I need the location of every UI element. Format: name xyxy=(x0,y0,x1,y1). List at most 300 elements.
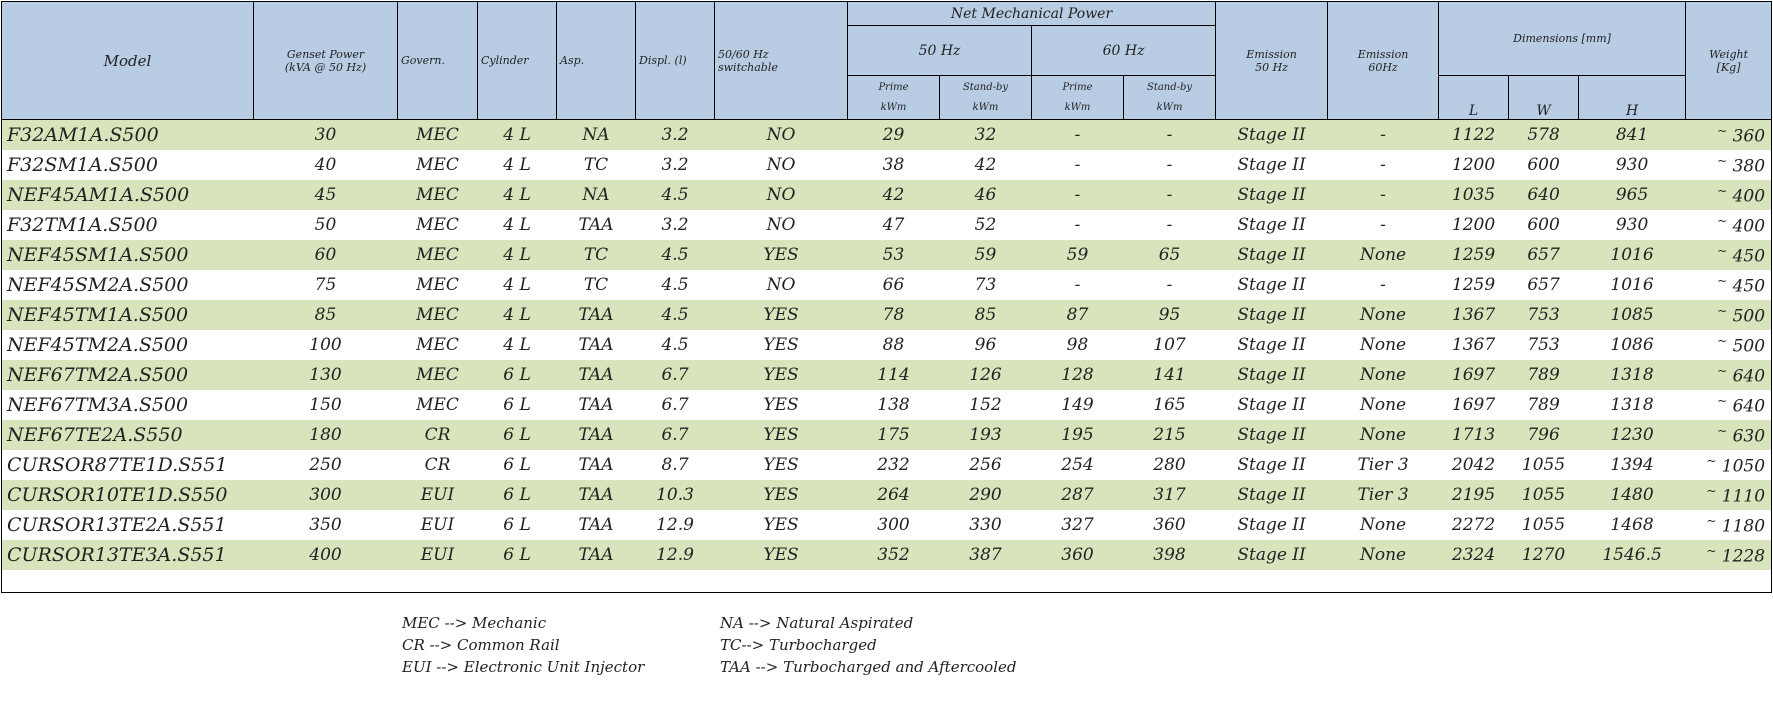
cell-cyl: 4 L xyxy=(478,180,557,210)
cell-h: 930 xyxy=(1579,210,1686,240)
approx-symbol: ~ xyxy=(1717,153,1728,168)
table-row xyxy=(2,450,1772,480)
cell-p50: 300 xyxy=(848,510,940,540)
approx-symbol: ~ xyxy=(1717,303,1728,318)
header-switchable: 50/60 Hz switchable xyxy=(715,2,848,120)
cell-p60: 59 xyxy=(1032,240,1124,270)
weight-value: 640 xyxy=(1732,396,1766,417)
cell-w: 1270 xyxy=(1509,540,1579,570)
cell-model: F32SM1A.S500 xyxy=(2,150,254,180)
cell-p60: 195 xyxy=(1032,420,1124,450)
cell-s50: 330 xyxy=(940,510,1032,540)
cell-kva: 50 xyxy=(254,210,398,240)
cell-displ: 3.2 xyxy=(636,210,715,240)
header-genset-power: Genset Power (kVA @ 50 Hz) xyxy=(254,2,398,120)
legend-governor xyxy=(402,612,644,678)
cell-cyl: 6 L xyxy=(478,540,557,570)
cell-em50: Stage II xyxy=(1216,420,1328,450)
cell-gov: CR xyxy=(398,450,478,480)
cell-displ: 6.7 xyxy=(636,420,715,450)
weight-value: 500 xyxy=(1732,336,1766,357)
cell-em50: Stage II xyxy=(1216,330,1328,360)
cell-model: CURSOR13TE2A.S551 xyxy=(2,510,254,540)
cell-asp: TAA xyxy=(557,540,636,570)
cell-asp: TC xyxy=(557,240,636,270)
table-row xyxy=(2,360,1772,390)
cell-model: F32AM1A.S500 xyxy=(2,120,254,151)
cell-gov: EUI xyxy=(398,510,478,540)
cell-asp: TC xyxy=(557,150,636,180)
weight-value: 450 xyxy=(1732,246,1766,267)
cell-s50: 387 xyxy=(940,540,1032,570)
weight-value: 1110 xyxy=(1721,486,1766,507)
cell-h: 965 xyxy=(1579,180,1686,210)
cell-p50: 78 xyxy=(848,300,940,330)
cell-em50: Stage II xyxy=(1216,210,1328,240)
table-row xyxy=(2,270,1772,300)
table-row xyxy=(2,480,1772,510)
cell-em50: Stage II xyxy=(1216,360,1328,390)
cell-em50: Stage II xyxy=(1216,270,1328,300)
cell-l: 1697 xyxy=(1439,390,1509,420)
cell-weight xyxy=(1686,210,1772,240)
cell-displ: 4.5 xyxy=(636,240,715,270)
cell-displ: 6.7 xyxy=(636,390,715,420)
approx-symbol: ~ xyxy=(1717,393,1728,408)
cell-w: 753 xyxy=(1509,330,1579,360)
cell-model: NEF45SM1A.S500 xyxy=(2,240,254,270)
cell-em60: Tier 3 xyxy=(1328,480,1439,510)
cell-model: NEF67TM3A.S500 xyxy=(2,390,254,420)
cell-weight xyxy=(1686,270,1772,300)
table-row xyxy=(2,540,1772,570)
cell-model: CURSOR10TE1D.S550 xyxy=(2,480,254,510)
cell-s50: 152 xyxy=(940,390,1032,420)
cell-h: 1318 xyxy=(1579,390,1686,420)
weight-value: 1180 xyxy=(1721,516,1766,537)
cell-kva: 60 xyxy=(254,240,398,270)
cell-gov: MEC xyxy=(398,300,478,330)
cell-s50: 193 xyxy=(940,420,1032,450)
cell-s60: 95 xyxy=(1124,300,1216,330)
cell-p60: 287 xyxy=(1032,480,1124,510)
cell-p60: 327 xyxy=(1032,510,1124,540)
legend-item: EUI --> Electronic Unit Injector xyxy=(402,658,645,676)
header-cylinder: Cylinder xyxy=(478,2,557,120)
blank-row xyxy=(2,570,1772,593)
cell-p50: 114 xyxy=(848,360,940,390)
cell-h: 1016 xyxy=(1579,270,1686,300)
cell-weight xyxy=(1686,450,1772,480)
cell-gov: MEC xyxy=(398,180,478,210)
cell-w: 600 xyxy=(1509,150,1579,180)
cell-gov: EUI xyxy=(398,480,478,510)
cell-w: 1055 xyxy=(1509,510,1579,540)
cell-l: 1367 xyxy=(1439,300,1509,330)
cell-gov: MEC xyxy=(398,120,478,151)
cell-em60: None xyxy=(1328,510,1439,540)
cell-l: 1367 xyxy=(1439,330,1509,360)
cell-weight xyxy=(1686,330,1772,360)
cell-displ: 3.2 xyxy=(636,150,715,180)
table-row xyxy=(2,390,1772,420)
cell-weight xyxy=(1686,120,1772,151)
cell-em50: Stage II xyxy=(1216,540,1328,570)
cell-h: 1546.5 xyxy=(1579,540,1686,570)
cell-s60: - xyxy=(1124,150,1216,180)
cell-l: 1200 xyxy=(1439,210,1509,240)
cell-em50: Stage II xyxy=(1216,300,1328,330)
cell-em60: - xyxy=(1328,180,1439,210)
cell-displ: 4.5 xyxy=(636,270,715,300)
cell-s50: 256 xyxy=(940,450,1032,480)
cell-kva: 400 xyxy=(254,540,398,570)
cell-cyl: 4 L xyxy=(478,150,557,180)
cell-asp: TAA xyxy=(557,210,636,240)
cell-p60: 87 xyxy=(1032,300,1124,330)
cell-l: 1697 xyxy=(1439,360,1509,390)
table-row xyxy=(2,210,1772,240)
cell-asp: TAA xyxy=(557,480,636,510)
cell-kva: 30 xyxy=(254,120,398,151)
cell-s60: 215 xyxy=(1124,420,1216,450)
header-asp: Asp. xyxy=(557,2,636,120)
header-weight: Weight [Kg] xyxy=(1686,2,1772,120)
cell-asp: TAA xyxy=(557,420,636,450)
approx-symbol: ~ xyxy=(1706,453,1717,468)
approx-symbol: ~ xyxy=(1717,423,1728,438)
cell-displ: 4.5 xyxy=(636,180,715,210)
cell-asp: TAA xyxy=(557,390,636,420)
blank-cell xyxy=(2,570,1772,593)
cell-p50: 138 xyxy=(848,390,940,420)
cell-w: 600 xyxy=(1509,210,1579,240)
cell-w: 1055 xyxy=(1509,450,1579,480)
weight-value: 1050 xyxy=(1721,456,1766,477)
header-emission-60hz: Emission 60Hz xyxy=(1328,2,1439,120)
cell-em60: Tier 3 xyxy=(1328,450,1439,480)
cell-h: 930 xyxy=(1579,150,1686,180)
cell-s50: 52 xyxy=(940,210,1032,240)
cell-sw: NO xyxy=(715,150,848,180)
legend-item: TAA --> Turbocharged and Aftercooled xyxy=(720,658,1017,676)
cell-p50: 53 xyxy=(848,240,940,270)
cell-weight xyxy=(1686,510,1772,540)
cell-em50: Stage II xyxy=(1216,450,1328,480)
cell-model: CURSOR87TE1D.S551 xyxy=(2,450,254,480)
weight-value: 630 xyxy=(1732,426,1766,447)
cell-sw: NO xyxy=(715,210,848,240)
cell-sw: NO xyxy=(715,270,848,300)
approx-symbol: ~ xyxy=(1717,183,1728,198)
header-dimensions: Dimensions [mm] xyxy=(1439,2,1686,76)
cell-p50: 66 xyxy=(848,270,940,300)
cell-kva: 250 xyxy=(254,450,398,480)
cell-cyl: 6 L xyxy=(478,510,557,540)
header-emission-50hz: Emission 50 Hz xyxy=(1216,2,1328,120)
approx-symbol: ~ xyxy=(1706,513,1717,528)
header-model: Model xyxy=(2,2,254,120)
cell-gov: MEC xyxy=(398,390,478,420)
cell-h: 1480 xyxy=(1579,480,1686,510)
cell-p60: - xyxy=(1032,270,1124,300)
cell-cyl: 6 L xyxy=(478,390,557,420)
header-60hz: 60 Hz xyxy=(1032,26,1216,76)
cell-l: 1259 xyxy=(1439,270,1509,300)
cell-kva: 40 xyxy=(254,150,398,180)
cell-kva: 85 xyxy=(254,300,398,330)
legend-item: TC--> Turbocharged xyxy=(720,636,877,654)
cell-weight xyxy=(1686,240,1772,270)
cell-asp: TAA xyxy=(557,330,636,360)
cell-em60: None xyxy=(1328,240,1439,270)
cell-p50: 47 xyxy=(848,210,940,240)
approx-symbol: ~ xyxy=(1706,483,1717,498)
header-standby-50: Stand-by kWm xyxy=(940,76,1032,120)
cell-model: NEF45TM1A.S500 xyxy=(2,300,254,330)
cell-kva: 300 xyxy=(254,480,398,510)
table-row xyxy=(2,150,1772,180)
cell-s50: 42 xyxy=(940,150,1032,180)
cell-gov: MEC xyxy=(398,270,478,300)
cell-em60: None xyxy=(1328,360,1439,390)
cell-h: 841 xyxy=(1579,120,1686,151)
cell-p50: 38 xyxy=(848,150,940,180)
cell-cyl: 4 L xyxy=(478,210,557,240)
cell-s60: - xyxy=(1124,180,1216,210)
cell-sw: YES xyxy=(715,420,848,450)
cell-s60: 280 xyxy=(1124,450,1216,480)
cell-s50: 290 xyxy=(940,480,1032,510)
cell-cyl: 4 L xyxy=(478,120,557,151)
cell-sw: YES xyxy=(715,360,848,390)
cell-w: 753 xyxy=(1509,300,1579,330)
cell-s50: 46 xyxy=(940,180,1032,210)
weight-value: 400 xyxy=(1732,186,1766,207)
cell-p60: - xyxy=(1032,180,1124,210)
cell-weight xyxy=(1686,420,1772,450)
cell-gov: EUI xyxy=(398,540,478,570)
cell-s50: 59 xyxy=(940,240,1032,270)
cell-kva: 100 xyxy=(254,330,398,360)
table-body xyxy=(2,120,1772,593)
cell-cyl: 6 L xyxy=(478,450,557,480)
cell-h: 1468 xyxy=(1579,510,1686,540)
cell-model: CURSOR13TE3A.S551 xyxy=(2,540,254,570)
approx-symbol: ~ xyxy=(1717,363,1728,378)
cell-weight xyxy=(1686,180,1772,210)
cell-asp: NA xyxy=(557,120,636,151)
weight-value: 450 xyxy=(1732,276,1766,297)
cell-p60: 254 xyxy=(1032,450,1124,480)
cell-sw: NO xyxy=(715,180,848,210)
cell-cyl: 4 L xyxy=(478,300,557,330)
cell-w: 1055 xyxy=(1509,480,1579,510)
cell-asp: TC xyxy=(557,270,636,300)
approx-symbol: ~ xyxy=(1717,273,1728,288)
cell-h: 1085 xyxy=(1579,300,1686,330)
cell-s60: - xyxy=(1124,210,1216,240)
cell-em60: None xyxy=(1328,300,1439,330)
cell-cyl: 6 L xyxy=(478,420,557,450)
cell-w: 657 xyxy=(1509,240,1579,270)
header-prime-50: Prime kWm xyxy=(848,76,940,120)
cell-kva: 75 xyxy=(254,270,398,300)
cell-s60: 360 xyxy=(1124,510,1216,540)
cell-gov: MEC xyxy=(398,360,478,390)
table-row xyxy=(2,510,1772,540)
cell-w: 789 xyxy=(1509,390,1579,420)
table-row xyxy=(2,180,1772,210)
cell-sw: YES xyxy=(715,390,848,420)
cell-s50: 126 xyxy=(940,360,1032,390)
cell-displ: 6.7 xyxy=(636,360,715,390)
cell-em50: Stage II xyxy=(1216,180,1328,210)
cell-em60: - xyxy=(1328,270,1439,300)
cell-asp: TAA xyxy=(557,510,636,540)
cell-gov: MEC xyxy=(398,240,478,270)
cell-sw: YES xyxy=(715,510,848,540)
cell-model: NEF45AM1A.S500 xyxy=(2,180,254,210)
cell-s60: 141 xyxy=(1124,360,1216,390)
cell-weight xyxy=(1686,480,1772,510)
cell-em50: Stage II xyxy=(1216,480,1328,510)
approx-symbol: ~ xyxy=(1717,213,1728,228)
genset-spec-table xyxy=(1,1,1772,593)
cell-p50: 88 xyxy=(848,330,940,360)
cell-kva: 150 xyxy=(254,390,398,420)
table-header xyxy=(2,2,1772,120)
cell-h: 1230 xyxy=(1579,420,1686,450)
cell-gov: MEC xyxy=(398,150,478,180)
cell-kva: 45 xyxy=(254,180,398,210)
header-prime-60: Prime kWm xyxy=(1032,76,1124,120)
approx-symbol: ~ xyxy=(1717,333,1728,348)
cell-weight xyxy=(1686,390,1772,420)
approx-symbol: ~ xyxy=(1717,123,1728,138)
cell-model: NEF67TE2A.S550 xyxy=(2,420,254,450)
cell-sw: NO xyxy=(715,120,848,151)
cell-p50: 264 xyxy=(848,480,940,510)
cell-em50: Stage II xyxy=(1216,150,1328,180)
header-dim-h: H xyxy=(1579,76,1686,120)
legend-aspiration xyxy=(720,612,1017,678)
cell-h: 1016 xyxy=(1579,240,1686,270)
cell-p60: 98 xyxy=(1032,330,1124,360)
table-row xyxy=(2,120,1772,151)
table-row xyxy=(2,300,1772,330)
cell-asp: TAA xyxy=(557,360,636,390)
cell-s50: 85 xyxy=(940,300,1032,330)
cell-w: 796 xyxy=(1509,420,1579,450)
header-dim-l: L xyxy=(1439,76,1509,120)
weight-value: 1228 xyxy=(1721,546,1766,567)
cell-model: NEF45SM2A.S500 xyxy=(2,270,254,300)
cell-p60: - xyxy=(1032,150,1124,180)
cell-cyl: 6 L xyxy=(478,360,557,390)
cell-displ: 4.5 xyxy=(636,300,715,330)
cell-l: 2324 xyxy=(1439,540,1509,570)
cell-cyl: 4 L xyxy=(478,270,557,300)
legend-item: CR --> Common Rail xyxy=(402,636,560,654)
cell-em60: None xyxy=(1328,420,1439,450)
cell-s60: 398 xyxy=(1124,540,1216,570)
cell-asp: NA xyxy=(557,180,636,210)
cell-em60: None xyxy=(1328,330,1439,360)
header-dim-w: W xyxy=(1509,76,1579,120)
cell-weight xyxy=(1686,360,1772,390)
cell-model: NEF67TM2A.S500 xyxy=(2,360,254,390)
cell-model: NEF45TM2A.S500 xyxy=(2,330,254,360)
cell-kva: 350 xyxy=(254,510,398,540)
cell-displ: 10.3 xyxy=(636,480,715,510)
cell-p50: 42 xyxy=(848,180,940,210)
cell-cyl: 4 L xyxy=(478,330,557,360)
cell-asp: TAA xyxy=(557,450,636,480)
legend-item: NA --> Natural Aspirated xyxy=(720,614,914,632)
cell-p50: 352 xyxy=(848,540,940,570)
cell-em50: Stage II xyxy=(1216,120,1328,151)
cell-sw: YES xyxy=(715,240,848,270)
header-net-mechanical-power: Net Mechanical Power xyxy=(848,2,1216,26)
cell-s60: 317 xyxy=(1124,480,1216,510)
cell-displ: 8.7 xyxy=(636,450,715,480)
cell-p60: 149 xyxy=(1032,390,1124,420)
cell-sw: YES xyxy=(715,540,848,570)
cell-em60: None xyxy=(1328,540,1439,570)
cell-l: 2195 xyxy=(1439,480,1509,510)
cell-w: 578 xyxy=(1509,120,1579,151)
cell-p60: - xyxy=(1032,120,1124,151)
cell-s60: 107 xyxy=(1124,330,1216,360)
weight-value: 640 xyxy=(1732,366,1766,387)
cell-s50: 73 xyxy=(940,270,1032,300)
cell-model: F32TM1A.S500 xyxy=(2,210,254,240)
cell-displ: 12.9 xyxy=(636,540,715,570)
cell-gov: MEC xyxy=(398,330,478,360)
cell-s60: - xyxy=(1124,270,1216,300)
cell-em60: - xyxy=(1328,210,1439,240)
legend-item: MEC --> Mechanic xyxy=(402,614,547,632)
cell-w: 657 xyxy=(1509,270,1579,300)
cell-sw: YES xyxy=(715,450,848,480)
cell-em50: Stage II xyxy=(1216,510,1328,540)
cell-em60: None xyxy=(1328,390,1439,420)
cell-p50: 175 xyxy=(848,420,940,450)
table-row xyxy=(2,330,1772,360)
cell-kva: 130 xyxy=(254,360,398,390)
cell-h: 1394 xyxy=(1579,450,1686,480)
cell-p50: 29 xyxy=(848,120,940,151)
cell-s60: 65 xyxy=(1124,240,1216,270)
weight-value: 400 xyxy=(1732,216,1766,237)
weight-value: 500 xyxy=(1732,306,1766,327)
header-govern: Govern. xyxy=(398,2,478,120)
cell-l: 1713 xyxy=(1439,420,1509,450)
cell-l: 1035 xyxy=(1439,180,1509,210)
cell-cyl: 4 L xyxy=(478,240,557,270)
cell-l: 1259 xyxy=(1439,240,1509,270)
table-row xyxy=(2,240,1772,270)
header-displ: Displ. (l) xyxy=(636,2,715,120)
cell-sw: YES xyxy=(715,480,848,510)
cell-l: 2042 xyxy=(1439,450,1509,480)
cell-p60: - xyxy=(1032,210,1124,240)
cell-p60: 360 xyxy=(1032,540,1124,570)
cell-s50: 96 xyxy=(940,330,1032,360)
cell-em50: Stage II xyxy=(1216,390,1328,420)
cell-em50: Stage II xyxy=(1216,240,1328,270)
